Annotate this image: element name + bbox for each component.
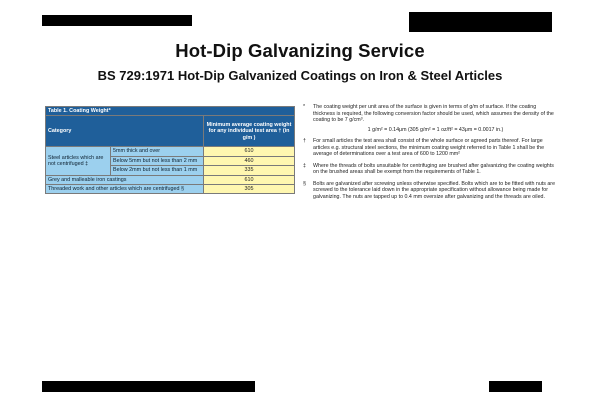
footnote-text: The coating weight per unit area of the surface is given in terms of g/m of surface. If the coating thickness is required, the following conversion factor should be used, which assumes the density of the coating to be 7 g/cm³.	[313, 104, 554, 123]
row-category-threaded: Threaded work and other articles which are centrifuged §	[46, 185, 204, 194]
coating-weight-value: 610	[204, 175, 295, 184]
redaction-bar	[409, 12, 552, 32]
page-title: Hot-Dip Galvanizing Service	[175, 40, 425, 61]
footnote-text: For small articles the test area shall consist of the whole surface or agreed parts thereof. For large articles e.g. structural steel sections, the minimum coating weight referred to in Table 1 shall be the average of determinations over a test area of 600 to 1200 mm²	[313, 138, 545, 157]
conversion-formula: 1 g/m² = 0.14μm (305 g/m² = 1 oz/ft² = 43μm = 0.0017 in.)	[367, 126, 504, 133]
row-subcategory: 5mm thick and over	[111, 147, 204, 156]
table-row	[46, 175, 295, 184]
footnote-mark: §	[303, 180, 306, 187]
footnote	[303, 138, 558, 158]
column-header-weight: Minimum average coating weight for any individual test area † (in g/m )	[204, 116, 295, 147]
page-subtitle: BS 729:1971 Hot-Dip Galvanized Coatings on Iron & Steel Articles	[97, 68, 503, 83]
redaction-bar	[489, 381, 542, 392]
footnote	[303, 181, 558, 201]
coating-weight-value: 305	[204, 185, 295, 194]
table-caption: Table 1. Coating Weight*	[46, 107, 295, 116]
coating-weight-value: 460	[204, 156, 295, 165]
footnote-text: Where the threads of bolts unsuitable for centrifuging are brushed after galvanizing the coating weights on the brushed areas shall be exempt from the requirements of Table 1.	[313, 162, 554, 175]
row-category-castings: Grey and malleable iron castings	[46, 175, 204, 184]
row-subcategory: Below 5mm but not less than 2 mm	[111, 156, 204, 165]
footnote	[303, 163, 558, 176]
row-category-steel: Steel articles which are not centrifuged ‡	[46, 147, 111, 175]
column-header-category: Category	[46, 116, 204, 147]
footnotes	[303, 104, 558, 205]
coating-weight-value: 335	[204, 166, 295, 175]
coating-weight-table	[45, 106, 295, 194]
redaction-bar	[42, 381, 255, 392]
footnote	[303, 104, 558, 133]
footnote-mark: *	[303, 104, 306, 110]
footnote-mark: †	[303, 138, 306, 144]
redaction-bar	[42, 15, 192, 26]
table-row	[46, 185, 295, 194]
coating-weight-value: 610	[204, 147, 295, 156]
table-row	[46, 147, 295, 156]
row-subcategory: Below 2mm but not less than 1 mm	[111, 166, 204, 175]
footnote-mark: ‡	[303, 162, 306, 169]
footnote-text: Bolts are galvanized after screwing unless otherwise specified. Bolts which are to be fitted with nuts are screwed to the tolerance laid down in the appropriate specification without allowance being made for galvanizing. The nuts are tapped up to 0.4 mm oversize after galvanizing and the threads are oiled.	[313, 180, 556, 200]
